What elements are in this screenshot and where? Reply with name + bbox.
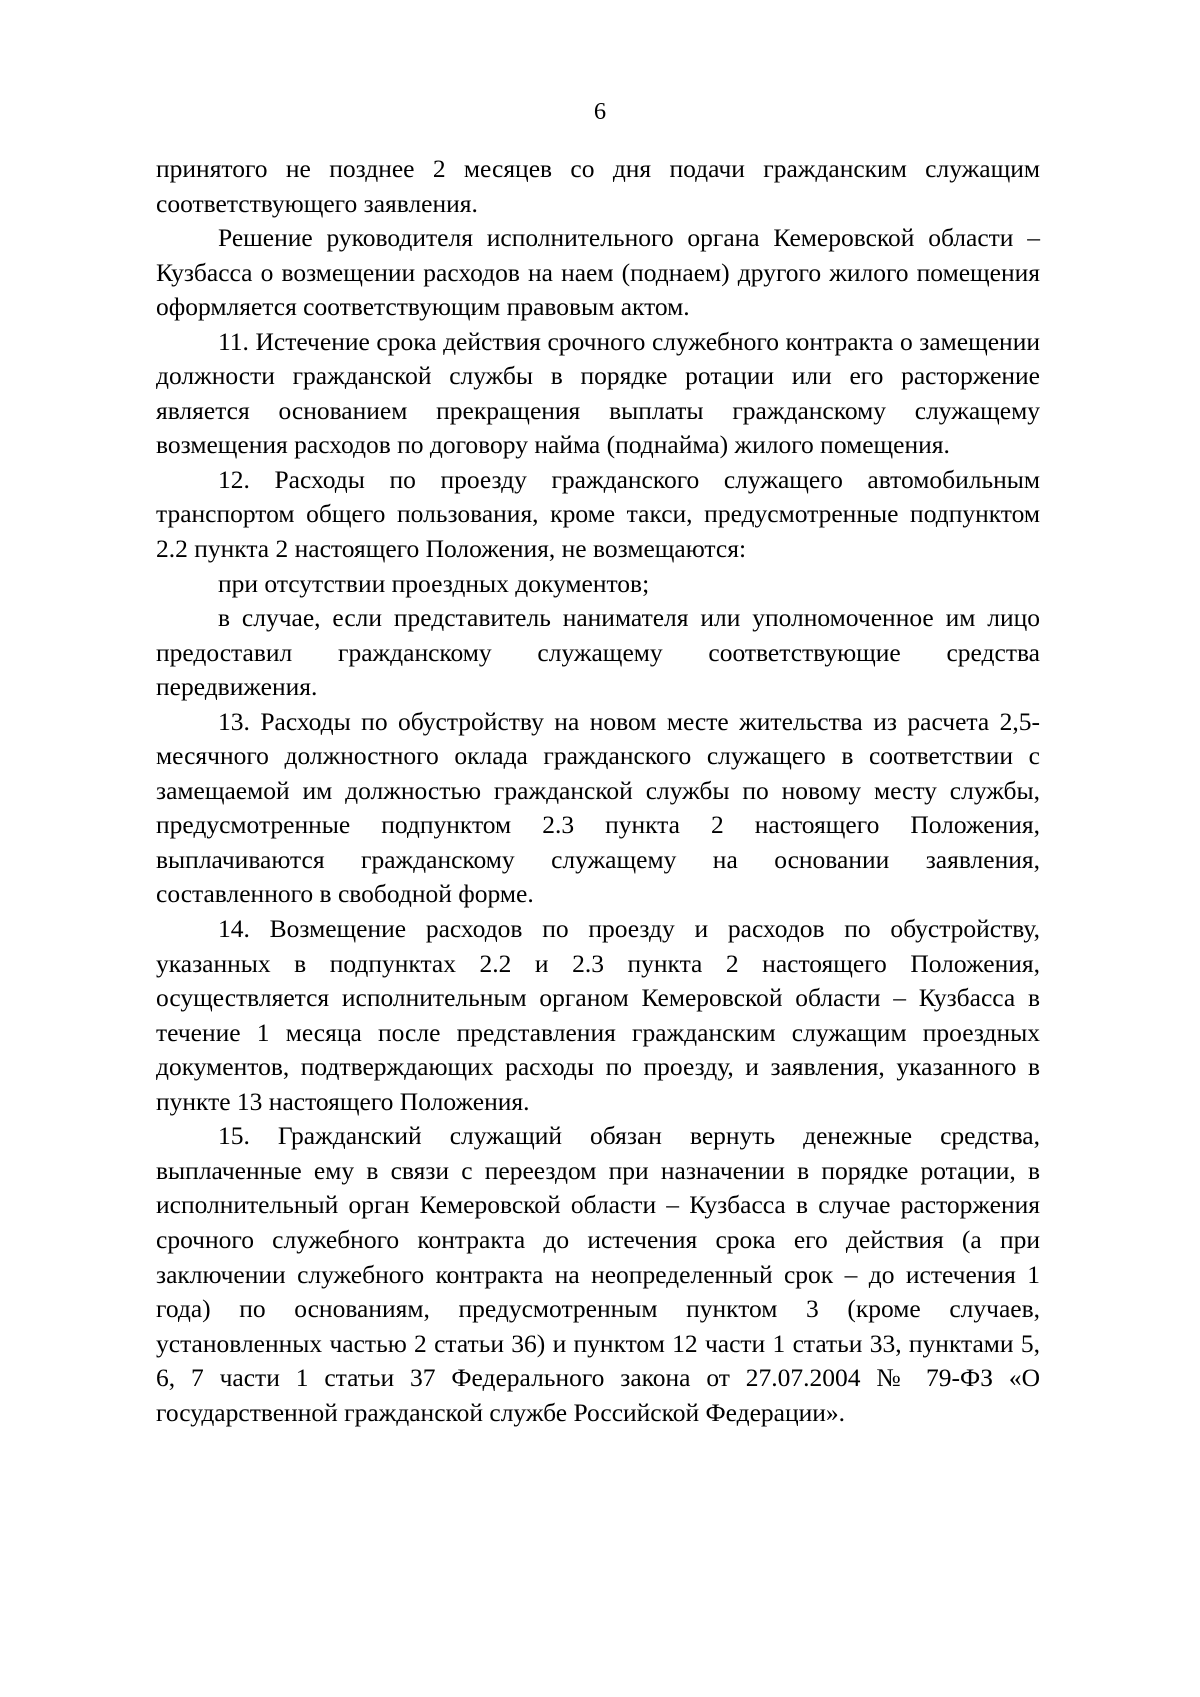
- paragraph-item-11: 11. Истечение срока действия срочного служебного контракта о замещении должности гражданской службы в порядке ротации или его расторжение является основанием прекращения выплаты гражданскому служащему возмещения расходов по договору найма (поднайма) жилого помещения.: [156, 326, 1040, 460]
- page-number: 6: [593, 98, 607, 125]
- paragraph-item-12-condition-a: при отсутствии проездных документов;: [218, 568, 650, 598]
- paragraph-item-13: 13. Расходы по обустройству на новом месте жительства из расчета 2,5-месячного должностного оклада гражданского служащего в соответствии с замещаемой им должностью гражданской службы по новому месту службы, предусмотренные подпунктом 2.3 пункта 2 настоящего Положения, выплачиваются гражданскому служащему на основании заявления, составленного в свободной форме.: [156, 706, 1040, 909]
- paragraph-continued: принятого не позднее 2 месяцев со дня подачи гражданским служащим соответствующего заявления.: [156, 154, 1040, 218]
- paragraph-item-12: 12. Расходы по проезду гражданского служащего автомобильным транспортом общего пользования, кроме такси, предусмотренные подпунктом 2.2 пункта 2 настоящего Положения, не возмещаются:: [156, 464, 1040, 564]
- paragraph-item-15: 15. Гражданский служащий обязан вернуть денежные средства, выплаченные ему в связи с переездом при назначении в порядке ротации, в исполнительный орган Кемеровской области – Кузбасса в случае расторжения срочного служебного контракта до истечения срока его действия (а при заключении служебного контракта на неопределенный срок – до истечения 1 года) по основаниям, предусмотренным пунктом 3 (кроме случаев, установленных частью 2 статьи 36) и пунктом 12 части 1 статьи 33, пунктами 5, 6, 7 части 1 статьи 37 Федерального закона от 27.07.2004 № 79-ФЗ «О государственной гражданской службе Российской Федерации».: [156, 1121, 1040, 1427]
- paragraph-decision: Решение руководителя исполнительного органа Кемеровской области – Кузбасса о возмещении расходов на наем (поднаем) другого жилого помещения оформляется соответствующим правовым актом.: [156, 223, 1040, 322]
- paragraph-item-12-condition-b: в случае, если представитель нанимателя или уполномоченное им лицо предоставил гражданскому служащему соответствующие средства передвижения.: [156, 603, 1040, 702]
- paragraph-item-14: 14. Возмещение расходов по проезду и расходов по обустройству, указанных в подпунктах 2.2 и 2.3 пункта 2 настоящего Положения, осуществляется исполнительным органом Кемеровской области – Кузбасса в течение 1 месяца после представления гражданским служащим проездных документов, подтверждающих расходы по проезду, и заявления, указанного в пункте 13 настоящего Положения.: [156, 914, 1040, 1116]
- document-body: [156, 152, 1040, 1430]
